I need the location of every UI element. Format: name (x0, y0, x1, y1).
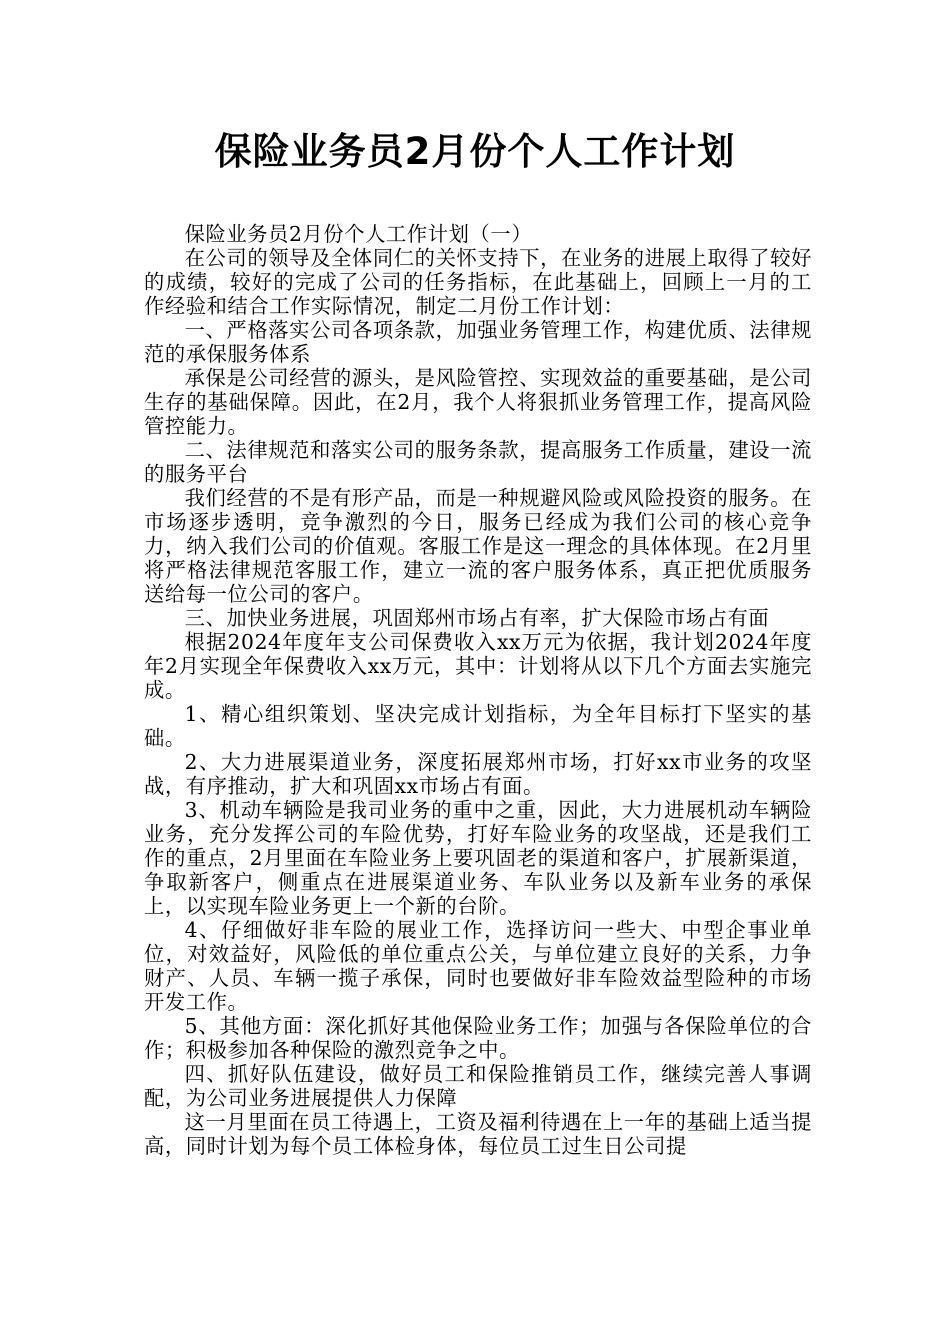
list-item-paragraph: 5、其他方面：深化抓好其他保险业务工作；加强与各保险单位的合作；积极参加各种保险的激烈竞争之中。 (144, 1014, 812, 1062)
section-paragraph: 根据2024年度年支公司保费收入xx万元为依据，我计划2024年度年2月实现全年保费收入xx万元，其中：计划将从以下几个方面去实施完成。 (144, 630, 812, 702)
list-item-paragraph: 4、仔细做好非车险的展业工作，选择访问一些大、中型企事业单位，对效益好，风险低的单位重点公关，与单位建立良好的关系，力争财产、人员、车辆一揽子承保，同时也要做好非车险效益型险种的市场开发工作。 (144, 918, 812, 1014)
intro-paragraph: 在公司的领导及全体同仁的关怀支持下，在业务的进展上取得了较好的成绩，较好的完成了公司的任务指标，在此基础上，回顾上一月的工作经验和结合工作实际情况，制定二月份工作计划： (144, 246, 812, 318)
list-item-paragraph: 3、机动车辆险是我司业务的重中之重，因此，大力进展机动车辆险业务，充分发挥公司的车险优势，打好车险业务的攻坚战，还是我们工作的重点，2月里面在车险业务上要巩固老的渠道和客户，扩展新渠道，争取新客户，侧重点在进展渠道业务、车队业务以及新车业务的承保上，以实现车险业务更上一个新的台阶。 (144, 798, 812, 918)
section-heading-2: 二、法律规范和落实公司的服务条款，提高服务工作质量，建设一流的服务平台 (144, 438, 812, 486)
section-heading-1: 一、严格落实公司各项条款，加强业务管理工作，构建优质、法律规范的承保服务体系 (144, 318, 812, 366)
list-item-paragraph: 2、大力进展渠道业务，深度拓展郑州市场，打好xx市业务的攻坚战，有序推动，扩大和巩固xx市场占有面。 (144, 750, 812, 798)
section-paragraph: 承保是公司经营的源头，是风险管控、实现效益的重要基础，是公司生存的基础保障。因此，在2月，我个人将狠抓业务管理工作，提高风险管控能力。 (144, 366, 812, 438)
section-heading-3: 三、加快业务进展，巩固郑州市场占有率，扩大保险市场占有面 (184, 606, 770, 630)
section-paragraph: 这一月里面在员工待遇上，工资及福利待遇在上一年的基础上适当提高，同时计划为每个员工体检身体，每位员工过生日公司提 (144, 1110, 812, 1158)
document-body (144, 222, 812, 1158)
subtitle-paragraph: 保险业务员2月份个人工作计划（一） (184, 222, 533, 246)
section-paragraph: 我们经营的不是有形产品，而是一种规避风险或风险投资的服务。在市场逐步透明，竞争激烈的今日，服务已经成为我们公司的核心竞争力，纳入我们公司的价值观。客服工作是这一理念的具体体现。在2月里将严格法律规范客服工作，建立一流的客户服务体系，真正把优质服务送给每一位公司的客户。 (144, 486, 812, 606)
list-item-paragraph: 1、精心组织策划、坚决完成计划指标，为全年目标打下坚实的基础。 (144, 702, 812, 750)
document-title: 保险业务员2月份个人工作计划 (214, 130, 736, 173)
section-heading-4: 四、抓好队伍建设，做好员工和保险推销员工作，继续完善人事调配，为公司业务进展提供人力保障 (144, 1062, 812, 1110)
